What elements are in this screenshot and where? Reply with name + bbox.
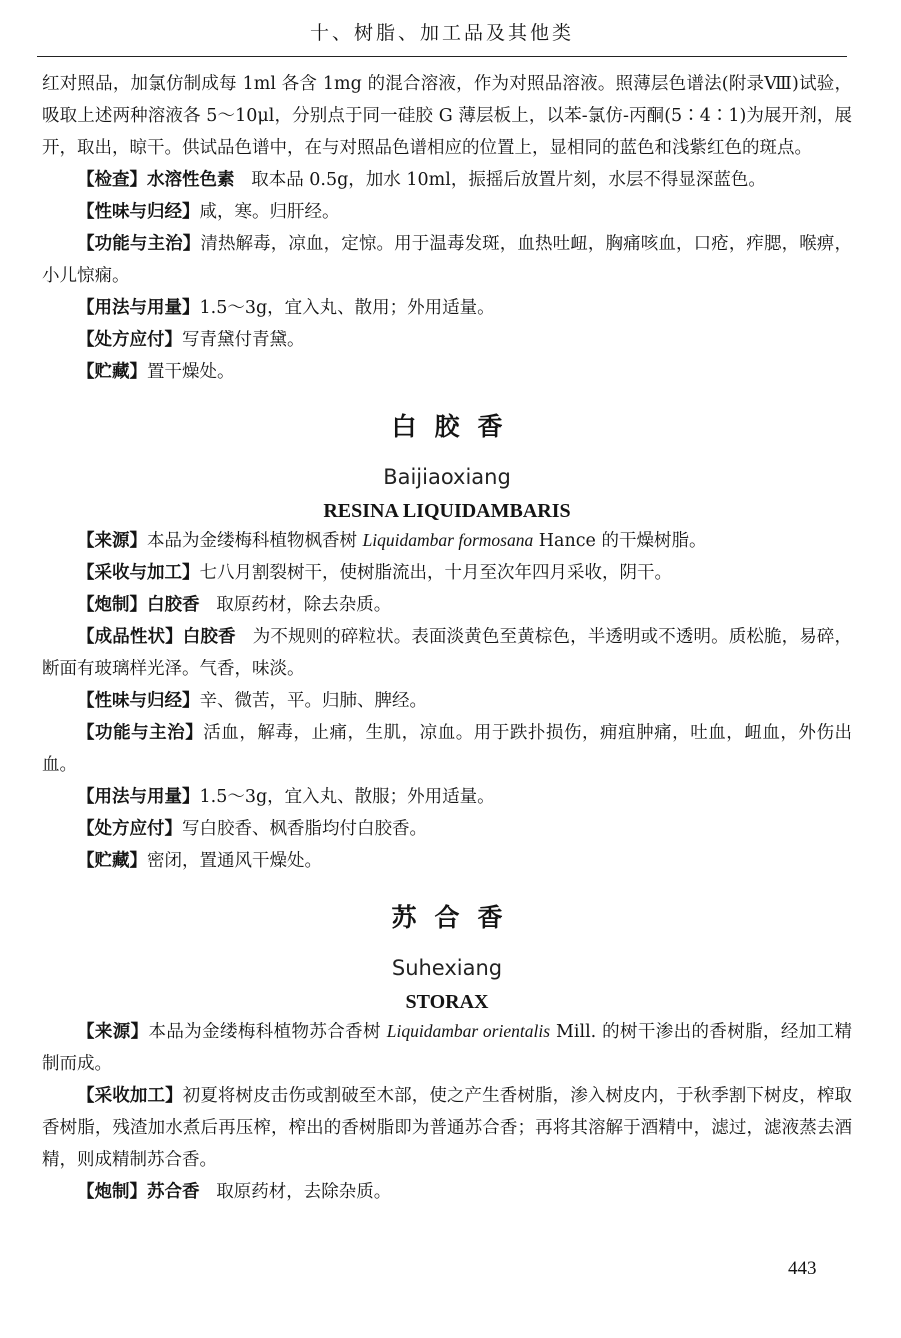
- entry-text: 置干燥处。: [147, 362, 235, 382]
- entry-subheading: 苏合香: [147, 1182, 200, 1202]
- entry-text: 写白胶香、枫香脂均付白胶香。: [182, 819, 427, 839]
- entry-text: 1.5～3g，宜入丸、散服；外用适量。: [199, 787, 495, 807]
- entry-subheading: 水溶性色素: [147, 170, 235, 190]
- entry-key: 【成品性状】: [77, 627, 183, 647]
- entry-text: 清热解毒，凉血，定惊。用于温毒发斑，血热吐衄，胸痛咳血，口疮，痄腮，喉痹，小儿惊痫。: [42, 234, 853, 286]
- entry-subheading: 白胶香: [182, 627, 236, 647]
- entry-key: 【性味与归经】: [77, 691, 200, 711]
- entry-text: 为不规则的碎粒状。表面淡黄色至黄棕色，半透明或不透明。质松脆，易碎，断面有玻璃样光泽。气香，味淡。: [42, 627, 852, 679]
- entry-source: [42, 524, 852, 557]
- entry-key: 【处方应付】: [77, 330, 182, 350]
- monograph-suhexiang: [42, 903, 852, 1208]
- entry-usage-dosage: [42, 781, 852, 813]
- page-number: 443: [788, 1258, 817, 1279]
- entry-key: 【贮藏】: [77, 362, 147, 382]
- monograph-latin-name: STORAX: [405, 991, 489, 1013]
- entry-characteristics: [42, 621, 852, 685]
- entry-nature-meridian: [42, 685, 852, 717]
- entry-inspection: [42, 164, 852, 196]
- page-content: [42, 68, 852, 1208]
- entry-text: 取本品 0.5g，加水 10ml，振摇后放置片刻，水层不得显深蓝色。: [251, 170, 766, 190]
- entry-text: 1.5～3g，宜入丸、散用；外用适量。: [199, 298, 495, 318]
- entry-storage: [42, 356, 852, 388]
- monograph-title-zh: 苏合香: [391, 903, 521, 932]
- entry-preparation: [42, 1176, 852, 1208]
- monograph-pinyin: Suhexiang: [391, 956, 503, 980]
- entry-text: 本品为金缕梅科植物苏合香树: [148, 1022, 387, 1042]
- entry-key: 【贮藏】: [77, 851, 147, 871]
- entry-text: 密闭，置通风干燥处。: [147, 851, 322, 871]
- continuation-paragraph: 红对照品，加氯仿制成每 1ml 各含 1mg 的混合溶液，作为对照品溶液。照薄层色谱法(附录Ⅷ)试验，吸取上述两种溶液各 5～10μl，分别点于同一硅胶 G 薄层板上，以苯-氯仿-丙酮(5∶4∶1)为展开剂，展开，取出，晾干。供试品色谱中，在与对照品色谱相应的位置上，显相同的蓝色和浅紫红色的斑点。: [42, 74, 852, 158]
- entry-key: 【用法与用量】: [77, 787, 200, 807]
- entry-usage-dosage: [42, 292, 852, 324]
- entry-storage: [42, 845, 852, 877]
- entry-source: [42, 1015, 852, 1080]
- entry-harvest-processing: [42, 1080, 852, 1176]
- entry-subheading: 白胶香: [147, 595, 200, 615]
- entry-key: 【来源】: [77, 531, 147, 551]
- entry-text: 初夏将树皮击伤或割破至木部，使之产生香树脂，渗入树皮内，于秋季割下树皮，榨取香树脂，残渣加水煮后再压榨，榨出的香树脂即为普通苏合香；再将其溶解于酒精中，滤过，滤液蒸去酒精，则成精制苏合香。: [42, 1086, 853, 1170]
- entry-key: 【炮制】: [77, 1182, 147, 1202]
- entry-text: 咸，寒。归肝经。: [199, 202, 340, 222]
- monograph-latin-name: RESINA LIQUIDAMBARIS: [323, 500, 571, 522]
- entry-text: 辛、微苦，平。归肺、脾经。: [199, 691, 427, 711]
- entry-function-indication: [42, 228, 852, 292]
- monograph-title-zh: 白胶香: [391, 412, 521, 441]
- entry-key: 【采收与加工】: [77, 563, 200, 583]
- header-rule: [37, 56, 847, 57]
- entry-key: 【性味与归经】: [77, 202, 200, 222]
- entry-preparation: [42, 589, 852, 621]
- monograph-baijiaoxiang: [42, 412, 852, 877]
- species-name: Liquidambar formosana: [362, 530, 534, 550]
- entry-harvest-processing: [42, 557, 852, 589]
- entry-prescription: [42, 324, 852, 356]
- entry-key: 【采收加工】: [77, 1086, 183, 1106]
- entry-prescription: [42, 813, 852, 845]
- running-header: 十、树脂、加工品及其他类: [309, 22, 574, 44]
- entry-text: 取原药材，除去杂质。: [216, 595, 392, 615]
- entry-text: Mill. 的树干渗出的香树脂，经加工精制而成。: [42, 1022, 853, 1074]
- species-name: Liquidambar orientalis: [386, 1021, 551, 1041]
- entry-key: 【来源】: [77, 1022, 149, 1042]
- entry-text: 本品为金缕梅科植物枫香树: [147, 531, 363, 551]
- entry-function-indication: [42, 717, 852, 781]
- entry-text: 活血，解毒，止痛，生肌，凉血。用于跌扑损伤，痈疽肿痛，吐血，衄血，外伤出血。: [42, 723, 852, 775]
- entry-text: Hance 的干燥树脂。: [533, 531, 707, 551]
- entry-key: 【炮制】: [77, 595, 147, 615]
- entry-key: 【处方应付】: [77, 819, 182, 839]
- entry-nature-meridian: [42, 196, 852, 228]
- entry-text: 写青黛付青黛。: [182, 330, 305, 350]
- entry-text: 七八月割裂树干，使树脂流出，十月至次年四月采收，阴干。: [199, 563, 672, 583]
- entry-key: 【用法与用量】: [77, 298, 200, 318]
- monograph-pinyin: Baijiaoxiang: [383, 465, 511, 489]
- entry-key: 【功能与主治】: [77, 234, 201, 254]
- entry-key: 【功能与主治】: [77, 723, 204, 743]
- entry-text: 取原药材，去除杂质。: [216, 1182, 392, 1202]
- entry-key: 【检查】: [77, 170, 147, 190]
